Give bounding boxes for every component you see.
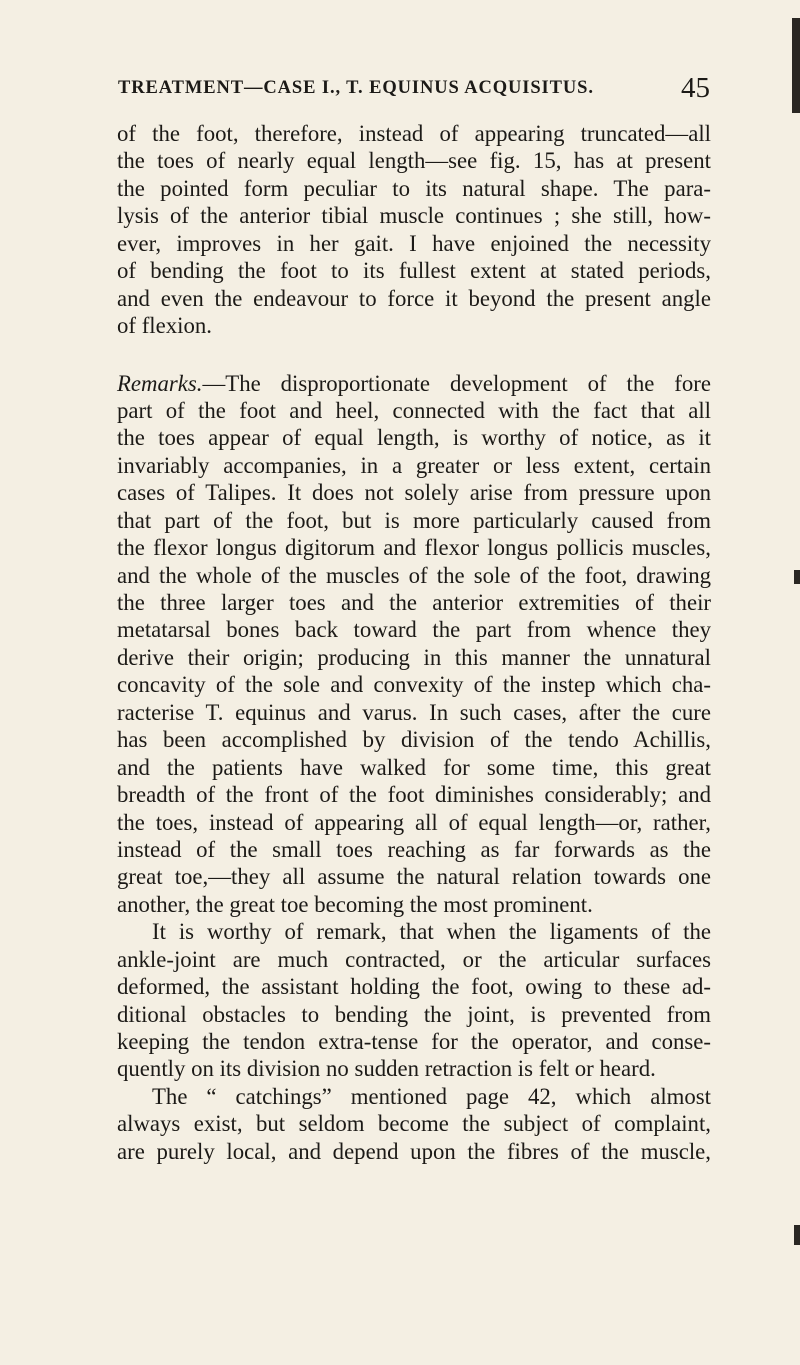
text-line: the toes appear of equal length, is worthy of notice, as it xyxy=(117,425,711,451)
page-body xyxy=(117,120,711,1165)
text-line: great toe,—they all assume the natural relation towards one xyxy=(117,864,711,890)
text-line: racterise T. equinus and varus. In such cases, after the cure xyxy=(117,699,711,725)
text-line: are purely local, and depend upon the fibres of the muscle, xyxy=(117,1138,711,1164)
remarks-heading: Remarks. xyxy=(117,370,203,396)
text-line: of the foot, therefore, instead of appearing truncated—all xyxy=(117,121,711,146)
paragraph-gap xyxy=(117,340,711,370)
text-line: derive their origin; producing in this manner the unnatural xyxy=(117,644,711,670)
remarks-first-line: —The disproportionate development of the fore xyxy=(202,370,711,396)
text-line: and even the endeavour to force it beyond the present angle xyxy=(117,285,711,311)
text-line: the three larger toes and the anterior extremities of their xyxy=(117,590,711,615)
text-line: the toes of nearly equal length—see fig. 15, has at present xyxy=(117,148,711,174)
text-line: of bending the foot to its fullest extent at stated periods, xyxy=(117,258,711,284)
text-line: that part of the foot, but is more particularly caused from xyxy=(117,507,711,533)
text-line: ditional obstacles to bending the joint, is prevented from xyxy=(117,1001,711,1027)
paragraph-continuation xyxy=(117,120,711,340)
text-line: always exist, but seldom become the subject of complaint, xyxy=(117,1111,711,1137)
text-line: and the patients have walked for some time, this great xyxy=(117,754,711,780)
text-line: deformed, the assistant holding the foot, owing to these ad- xyxy=(117,974,711,1000)
paragraph-ligaments xyxy=(117,918,711,1083)
text-line: has been accomplished by division of the tendo Achillis, xyxy=(117,727,711,753)
page-edge-shadow xyxy=(794,570,800,584)
text-line: metatarsal bones back toward the part from whence they xyxy=(117,617,711,643)
text-line: the toes, instead of appearing all of equal length—or, rather, xyxy=(117,809,711,835)
text-line: cases of Talipes. It does not solely arise from pressure upon xyxy=(117,480,711,506)
text-line: It is worthy of remark, that when the ligaments of the xyxy=(152,919,711,945)
text-line: keeping the tendon extra-tense for the operator, and conse- xyxy=(117,1029,711,1054)
page-number: 45 xyxy=(681,72,710,104)
text-line: of flexion. xyxy=(117,313,212,339)
text-line: concavity of the sole and convexity of the instep which cha- xyxy=(117,672,711,698)
text-line: lysis of the anterior tibial muscle continues ; she still, how- xyxy=(117,203,711,229)
text-line: and the whole of the muscles of the sole of the foot, drawing xyxy=(117,562,711,588)
text-line: ankle-joint are much contracted, or the articular surfaces xyxy=(117,946,711,972)
text-line: quently on its division no sudden retraction is felt or heard. xyxy=(117,1056,656,1082)
text-line: the flexor longus digitorum and flexor longus pollicis muscles, xyxy=(117,535,711,561)
text-line: breadth of the front of the foot diminishes considerably; and xyxy=(117,782,711,808)
text-line: instead of the small toes reaching as far forwards as the xyxy=(117,836,711,862)
running-header xyxy=(118,74,710,110)
running-title: TREATMENT—CASE I., T. EQUINUS ACQUISITUS. xyxy=(118,78,594,98)
text-line: another, the great toe becoming the most prominent. xyxy=(117,891,593,917)
paragraph-catchings xyxy=(117,1083,711,1165)
text-line xyxy=(117,370,711,397)
page-edge-shadow xyxy=(794,1225,800,1245)
paragraph-remarks xyxy=(117,370,711,919)
text-line: The “ catchings” mentioned page 42, which almost xyxy=(152,1083,711,1109)
text-line: invariably accompanies, in a greater or less extent, certain xyxy=(117,452,711,478)
page-edge-shadow xyxy=(792,18,800,113)
text-line: ever, improves in her gait. I have enjoined the necessity xyxy=(117,230,711,256)
text-line: the pointed form peculiar to its natural shape. The para- xyxy=(117,175,711,201)
text-line: part of the foot and heel, connected with the fact that all xyxy=(117,397,711,423)
